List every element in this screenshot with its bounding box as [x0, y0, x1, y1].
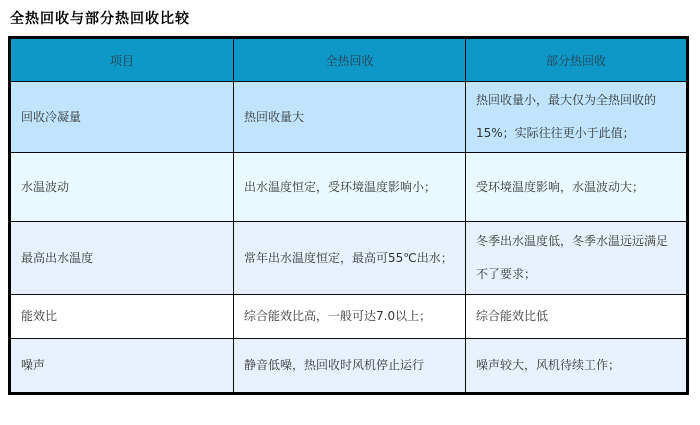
partial-recovery-cell: 噪声较大，风机待续工作； [466, 339, 688, 394]
row-item-label: 最高出水温度 [10, 222, 234, 295]
row-item-label: 能效比 [10, 295, 234, 339]
comparison-table [8, 36, 689, 395]
partial-recovery-cell: 冬季出水温度低，冬季水温远远满足不了要求； [466, 222, 688, 295]
table-row [10, 82, 688, 153]
full-recovery-cell: 热回收量大 [234, 82, 466, 153]
table-row [10, 339, 688, 394]
column-header-partial-recovery: 部分热回收 [466, 38, 688, 82]
full-recovery-cell: 静音低噪，热回收时风机停止运行 [234, 339, 466, 394]
table-header-row [10, 38, 688, 82]
row-item-label: 回收冷凝量 [10, 82, 234, 153]
table-row [10, 222, 688, 295]
column-header-item: 项目 [10, 38, 234, 82]
table-row [10, 295, 688, 339]
row-item-label: 噪声 [10, 339, 234, 394]
partial-recovery-cell: 热回收量小，最大仅为全热回收的15%；实际往往更小于此值； [466, 82, 688, 153]
column-header-full-recovery: 全热回收 [234, 38, 466, 82]
partial-recovery-cell: 受环境温度影响，水温波动大； [466, 153, 688, 222]
page-title: 全热回收与部分热回收比较 [10, 11, 190, 27]
full-recovery-cell: 常年出水温度恒定，最高可55℃出水； [234, 222, 466, 295]
full-recovery-cell: 综合能效比高，一般可达7.0以上； [234, 295, 466, 339]
table-row [10, 153, 688, 222]
row-item-label: 水温波动 [10, 153, 234, 222]
full-recovery-cell: 出水温度恒定，受环境温度影响小； [234, 153, 466, 222]
partial-recovery-cell: 综合能效比低 [466, 295, 688, 339]
